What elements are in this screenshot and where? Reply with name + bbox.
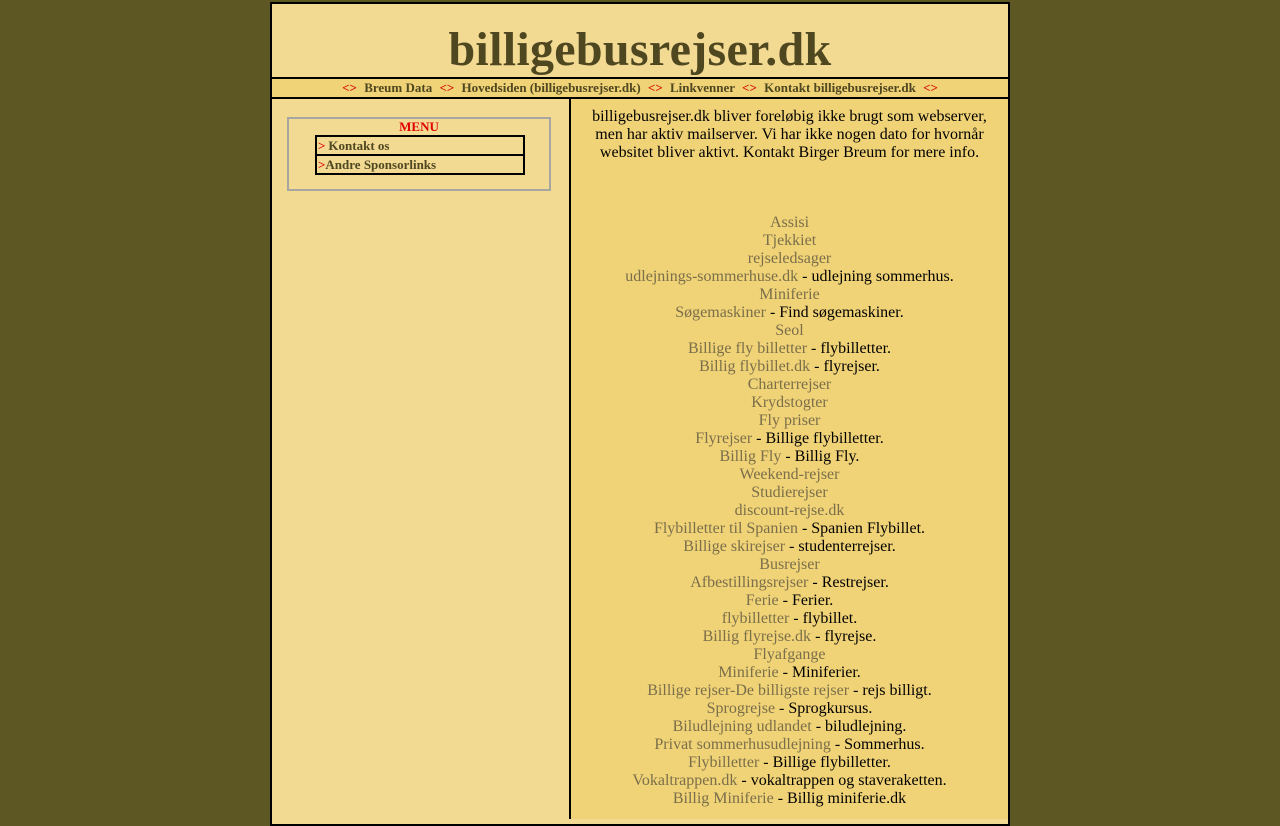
link-description: - udlejning sommerhus. xyxy=(798,268,954,285)
nav-link-breum-data[interactable]: Breum Data xyxy=(364,80,433,95)
link-line xyxy=(571,214,1008,232)
sponsor-link[interactable]: Assisi xyxy=(769,214,810,231)
menu-box xyxy=(287,117,551,191)
sponsor-link[interactable]: Afbestillingsrejser xyxy=(690,574,809,591)
link-line xyxy=(571,682,1008,700)
link-line xyxy=(571,412,1008,430)
link-line xyxy=(571,610,1008,628)
sponsor-link[interactable]: rejseledsager xyxy=(747,250,832,267)
top-nav xyxy=(272,79,1008,99)
link-line xyxy=(571,322,1008,340)
menu-item-kontakt-os[interactable] xyxy=(317,137,523,154)
sponsor-link[interactable]: Sprogrejse xyxy=(706,700,776,717)
main-content xyxy=(272,99,1008,819)
sponsor-link[interactable]: Fly priser xyxy=(758,412,821,429)
link-line xyxy=(571,628,1008,646)
link-line xyxy=(571,502,1008,520)
sponsor-link[interactable]: Søgemaskiner xyxy=(675,304,766,321)
sponsor-link[interactable]: Biludlejning udlandet xyxy=(672,718,812,735)
sponsor-link[interactable]: Tjekkiet xyxy=(762,232,817,249)
sponsor-link[interactable]: Flyafgange xyxy=(753,646,826,663)
sponsor-link[interactable]: Flybilletter xyxy=(688,754,760,771)
sponsor-link[interactable]: Privat sommerhusudlejning xyxy=(654,736,831,753)
sponsor-link[interactable]: udlejnings-sommerhuse.dk xyxy=(625,268,799,285)
link-line xyxy=(571,268,1008,286)
link-line xyxy=(571,592,1008,610)
menu-arrow-icon: > xyxy=(318,138,326,153)
link-description: - Spanien Flybillet. xyxy=(797,520,926,537)
sponsor-link[interactable]: Billige rejser-De billigste rejser xyxy=(647,682,850,699)
link-line xyxy=(571,250,1008,268)
sponsor-link[interactable]: Vokaltrappen.dk xyxy=(632,772,738,789)
link-line xyxy=(571,340,1008,358)
link-line xyxy=(571,466,1008,484)
link-description: - flyrejse. xyxy=(811,628,877,645)
link-description: - Billig Fly. xyxy=(781,448,860,465)
link-line xyxy=(571,394,1008,412)
link-line xyxy=(571,556,1008,574)
link-description: - flyrejser. xyxy=(810,358,880,375)
nav-link-linkvenner[interactable]: Linkvenner xyxy=(670,80,735,95)
sponsor-link[interactable]: flybilletter xyxy=(721,610,790,627)
nav-link-contact[interactable]: Kontakt billigebusrejser.dk xyxy=(764,80,916,95)
sponsor-link[interactable]: Weekend-rejser xyxy=(739,466,840,483)
link-description: - Sommerhus. xyxy=(830,736,925,753)
link-description: - studenterrejser. xyxy=(785,538,896,555)
link-line xyxy=(571,646,1008,664)
link-line xyxy=(571,376,1008,394)
link-line xyxy=(571,790,1008,808)
sponsor-link[interactable]: Billig Fly xyxy=(719,448,782,465)
link-line xyxy=(571,574,1008,592)
sponsor-links-list xyxy=(571,214,1008,808)
sponsor-link[interactable]: Flybilletter til Spanien xyxy=(653,520,798,537)
link-line xyxy=(571,520,1008,538)
sponsor-link[interactable]: Ferie xyxy=(745,592,779,609)
menu-arrow-icon: > xyxy=(318,157,326,172)
nav-separator: <> xyxy=(923,80,938,95)
link-line xyxy=(571,484,1008,502)
link-description: - rejs billigt. xyxy=(849,682,932,699)
menu-item-label: Andre Sponsorlinks xyxy=(325,157,437,172)
link-line xyxy=(571,664,1008,682)
sponsor-link[interactable]: Billig Miniferie xyxy=(672,790,774,807)
nav-separator: <> xyxy=(742,80,757,95)
menu-list xyxy=(315,135,525,175)
link-line xyxy=(571,754,1008,772)
sponsor-link[interactable]: Billig flyrejse.dk xyxy=(702,628,812,645)
link-description: - Sprogkursus. xyxy=(775,700,873,717)
link-line xyxy=(571,286,1008,304)
nav-link-home[interactable]: Hovedsiden (billigebusrejser.dk) xyxy=(461,80,641,95)
sponsor-link[interactable]: Flyrejser xyxy=(695,430,753,447)
link-line xyxy=(571,430,1008,448)
link-line xyxy=(571,700,1008,718)
link-description: - flybillet. xyxy=(789,610,858,627)
link-line xyxy=(571,772,1008,790)
link-line xyxy=(571,538,1008,556)
page-container xyxy=(270,2,1010,826)
link-line xyxy=(571,232,1008,250)
link-description: - flybilletter. xyxy=(807,340,892,357)
sponsor-link[interactable]: discount-rejse.dk xyxy=(734,502,845,519)
sponsor-link[interactable]: Charterrejser xyxy=(747,376,832,393)
link-description: - Find søgemaskiner. xyxy=(765,304,904,321)
link-description: - Billige flybilletter. xyxy=(759,754,891,771)
link-description: - Billige flybilletter. xyxy=(752,430,884,447)
site-title: billigebusrejser.dk xyxy=(448,23,832,76)
link-line xyxy=(571,718,1008,736)
link-description: - Miniferier. xyxy=(778,664,861,681)
sponsor-link[interactable]: Busrejser xyxy=(759,556,820,573)
sponsor-link[interactable]: Billige fly billetter xyxy=(687,340,808,357)
nav-separator: <> xyxy=(439,80,455,95)
sponsor-link[interactable]: Krydstogter xyxy=(751,394,828,411)
intro-text: billigebusrejser.dk bliver foreløbig ikke brugt som webserver, men har aktiv mailserver. Vi har ikke nogen dato for hvornår websitet bliver aktivt. Kontakt Birger Breum for mere info. xyxy=(592,108,987,161)
menu-item-label: Kontakt os xyxy=(328,138,390,153)
right-content xyxy=(571,99,1008,819)
link-description: - Billig miniferie.dk xyxy=(773,790,907,807)
sponsor-link[interactable]: Studierejser xyxy=(751,484,828,501)
sponsor-link[interactable]: Billige skirejser xyxy=(683,538,786,555)
nav-separator: <> xyxy=(342,80,357,95)
link-description: - vokaltrappen og staveraketten. xyxy=(737,772,947,789)
link-description: - Restrejser. xyxy=(808,574,889,591)
link-line xyxy=(571,304,1008,322)
link-line xyxy=(571,448,1008,466)
menu-title: MENU xyxy=(399,119,439,134)
link-description: - biludlejning. xyxy=(811,718,907,735)
sponsor-link[interactable]: Seol xyxy=(775,322,804,339)
sponsor-link[interactable]: Billig flybillet.dk xyxy=(699,358,811,375)
sponsor-link[interactable]: Miniferie xyxy=(718,664,779,681)
site-header xyxy=(272,4,1008,79)
link-description: - Ferier. xyxy=(778,592,834,609)
nav-separator: <> xyxy=(647,80,663,95)
link-line xyxy=(571,358,1008,376)
link-line xyxy=(571,736,1008,754)
left-sidebar xyxy=(272,99,571,819)
sponsor-link[interactable]: Miniferie xyxy=(759,286,820,303)
menu-item-sponsorlinks[interactable] xyxy=(317,154,523,173)
